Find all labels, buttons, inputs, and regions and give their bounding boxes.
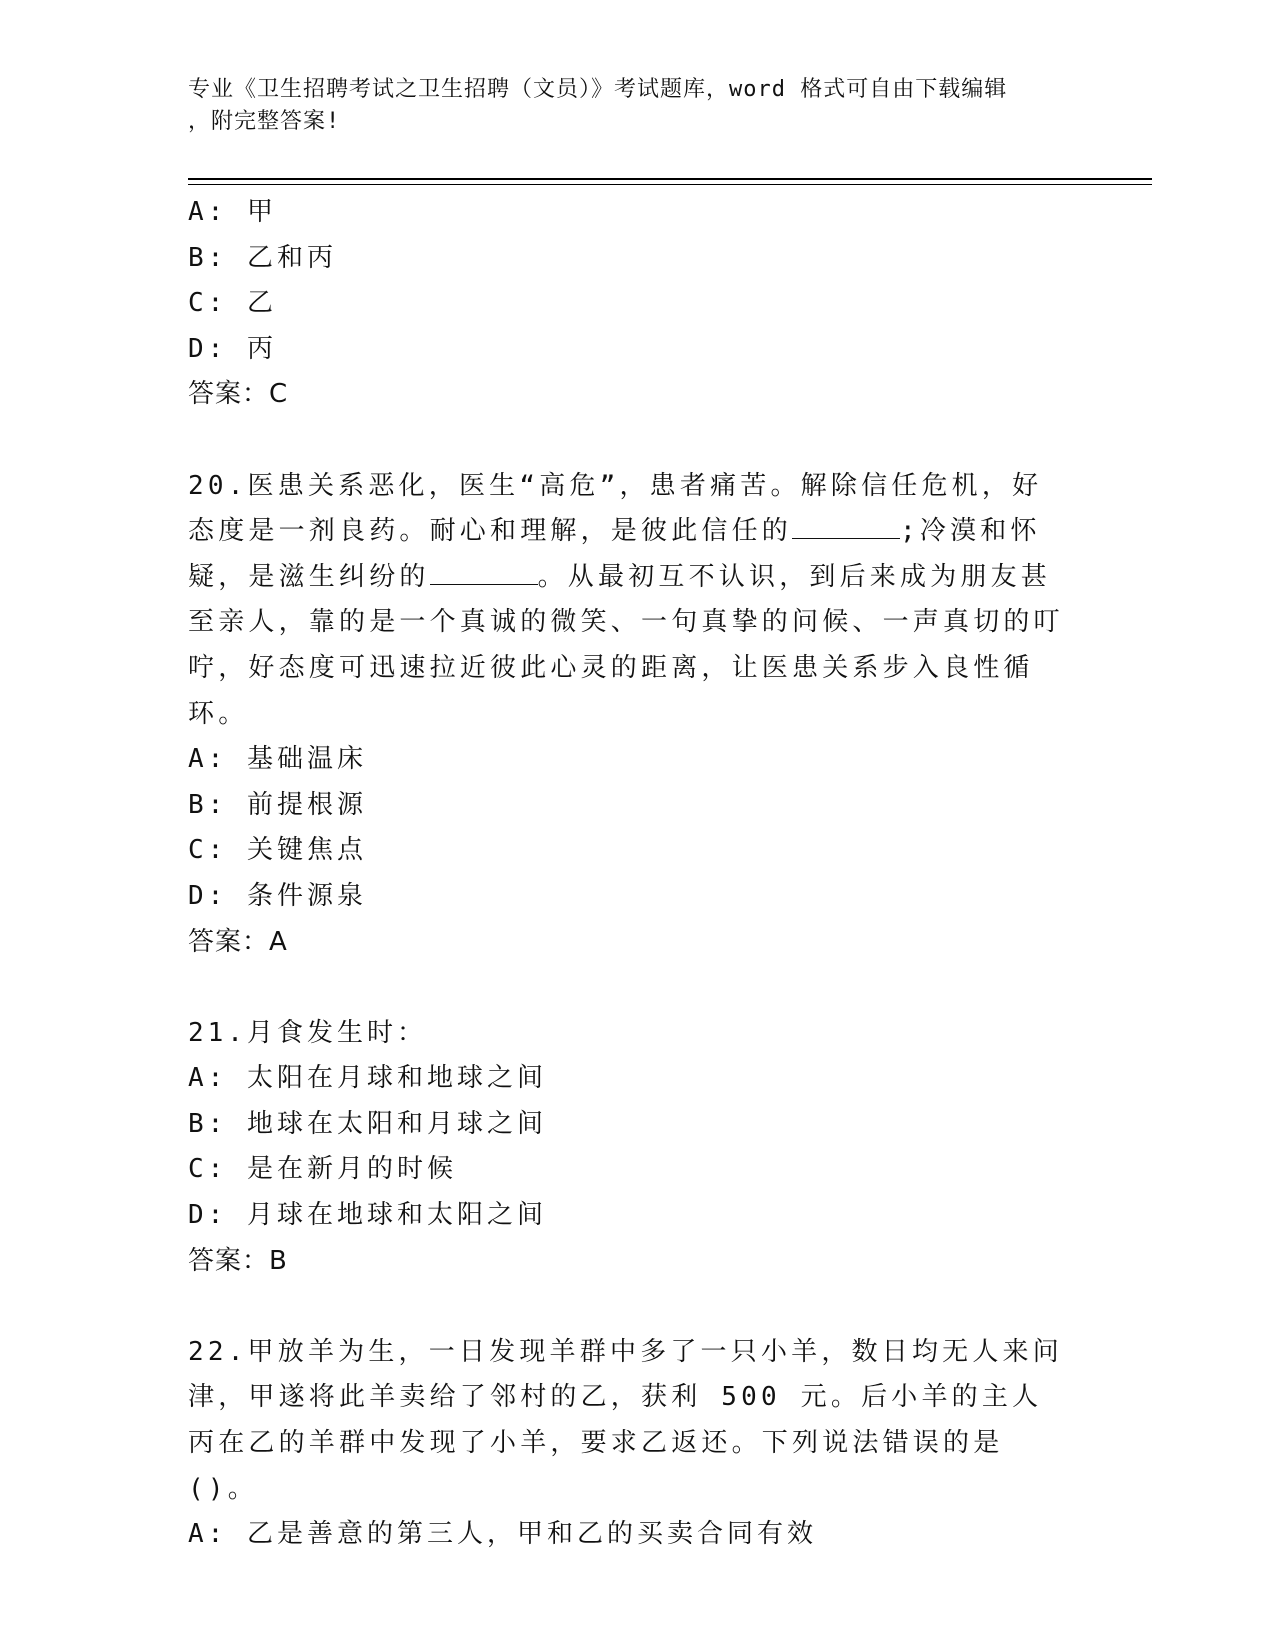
- option-c: C: 关键焦点: [188, 835, 367, 866]
- option-c: C: 乙: [188, 288, 277, 319]
- option-d: D: 月球在地球和太阳之间: [188, 1200, 547, 1231]
- option-b: B: 乙和丙: [188, 242, 337, 273]
- header-line-1: 专业《卫生招聘考试之卫生招聘（文员）》考试题库，word 格式可自由下载编辑: [188, 77, 1008, 102]
- fill-blank-1: [792, 514, 900, 539]
- spacer: [188, 1284, 1088, 1330]
- fill-blank-2: [430, 560, 538, 585]
- question-stem: 21.月食发生时：: [188, 1017, 427, 1048]
- question-22: [188, 1330, 1088, 1558]
- question-19-tail: [188, 190, 1088, 418]
- spacer: [188, 965, 1088, 1011]
- answer-label: 答案：B: [188, 1245, 288, 1276]
- question-list: [188, 190, 1088, 1558]
- answer-label: 答案：C: [188, 379, 289, 410]
- document-header: [188, 74, 1088, 138]
- question-stem: [188, 464, 1068, 738]
- option-d: D: 丙: [188, 333, 277, 364]
- question-20: [188, 464, 1088, 966]
- spacer: [188, 418, 1088, 464]
- answer-label: 答案：A: [188, 926, 288, 957]
- question-stem: 22.甲放羊为生，一日发现羊群中多了一只小羊，数日均无人来问津，甲遂将此羊卖给了邻村的乙，获利 500 元。后小羊的主人丙在乙的羊群中发现了小羊，要求乙返还。下列说法错误的是()。: [188, 1336, 1063, 1504]
- option-a: A: 太阳在月球和地球之间: [188, 1063, 547, 1094]
- option-b: B: 前提根源: [188, 789, 367, 820]
- option-c: C: 是在新月的时候: [188, 1154, 457, 1185]
- option-a: A: 甲: [188, 197, 277, 227]
- stem-part-3: 。从最初互不认识，到后来成为朋友甚至亲人，靠的是一个真诚的微笑、一句真挚的问候、一声真切的叮咛，好态度可迅速拉近彼此心灵的距离，让医患关系步入良性循环。: [188, 561, 1064, 729]
- question-21: [188, 1011, 1088, 1285]
- option-b: B: 地球在太阳和月球之间: [188, 1108, 547, 1139]
- stem-part-1: 20.医患关系恶化，医生“高危”，患者痛苦。解除信任危机，好态度是一剂良药。耐心和理解，是彼此信任的: [188, 470, 1043, 547]
- stem-part-2: ;冷漠和怀疑，是滋生纠纷的: [188, 516, 1041, 592]
- option-d: D: 条件源泉: [188, 880, 367, 911]
- header-rule-thick: [188, 178, 1152, 180]
- header-line-2: ，附完整答案!: [188, 109, 341, 134]
- option-a: A: 基础温床: [188, 744, 367, 775]
- option-a: A: 乙是善意的第三人，甲和乙的买卖合同有效: [188, 1519, 817, 1550]
- header-rule-thin: [188, 184, 1152, 185]
